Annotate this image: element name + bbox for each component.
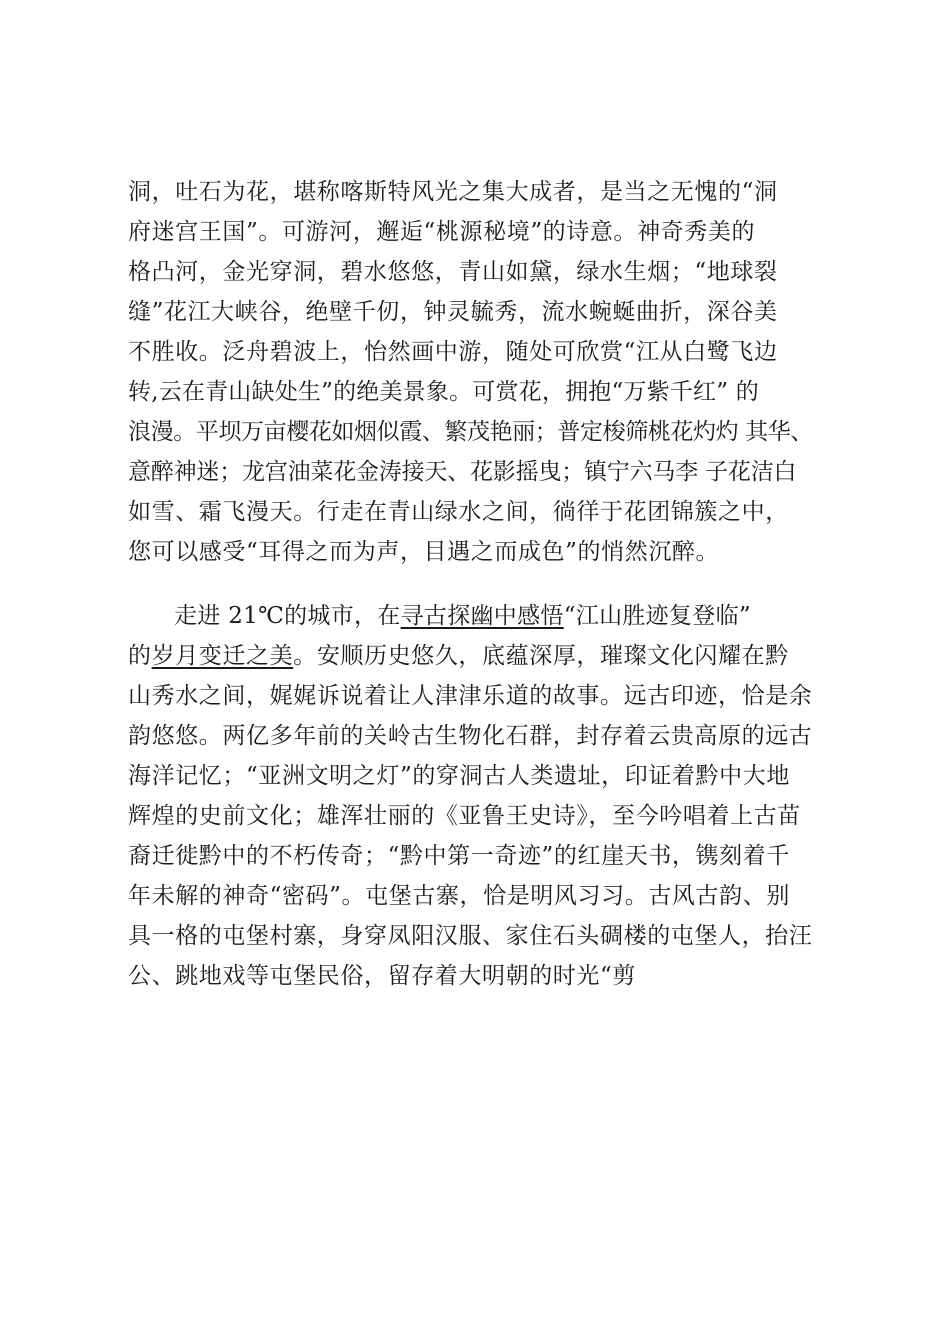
paragraph-line: 如雪、霜飞漫天。行走在青山绿水之间，徜徉于花团锦簇之中， <box>128 499 789 525</box>
paragraph-line: 具一格的屯堡村寨，身穿凤阳汉服、家住石头碉楼的屯堡人，抬汪 <box>128 923 813 949</box>
paragraph-line: 府迷宫王国”。可游河，邂逅“桃源秘境”的诗意。神奇秀美的 <box>128 219 756 245</box>
paragraph-first-line <box>128 596 848 636</box>
paragraph-line: 转,云在青山缺处生”的绝美景象。可赏花，拥抱“万紫千红” 的 <box>128 379 759 405</box>
text-run: 。安顺历史悠久，底蕴深厚，璀璨文化闪耀在黔 <box>293 643 789 669</box>
paragraph-flowers-rivers <box>128 172 848 572</box>
paragraph-line: 浪漫。平坝万亩樱花如烟似霞、繁茂艳丽；普定梭筛桃花灼灼 其华、 <box>128 419 813 445</box>
text-run: 的 <box>128 643 152 669</box>
text-run: 走进 21℃的城市，在 <box>174 603 401 629</box>
paragraph-line: 洞，吐石为花，堪称喀斯特风光之集大成者，是当之无愧的“洞 <box>128 179 778 205</box>
paragraph-line: 公、跳地戏等屯堡民俗，留存着大明朝的时光“剪 <box>128 963 636 989</box>
paragraph-line: 韵悠悠。两亿多年前的关岭古生物化石群，封存着云贵高原的远古 <box>128 723 813 749</box>
paragraph-line <box>128 636 848 676</box>
paragraph-line: 裔迁徙黔中的不朽传奇；“黔中第一奇迹”的红崖天书，镌刻着千 <box>128 843 790 869</box>
paragraph-line: 意醉神迷；龙宫油菜花金涛接天、花影摇曳；镇宁六马李 子花洁白 <box>128 459 797 485</box>
paragraph-line: 不胜收。泛舟碧波上，怡然画中游，随处可欣赏“江从白鹭飞边 <box>128 339 778 365</box>
paragraph-line: 缝”花江大峡谷，绝壁千仞，钟灵毓秀，流水蜿蜒曲折，深谷美 <box>128 299 778 325</box>
paragraph-line: 您可以感受“耳得之而为声，目遇之而成色”的悄然沉醉。 <box>128 539 720 565</box>
underlined-phrase: 岁月变迁之美 <box>151 643 294 669</box>
paragraph-line: 年未解的神奇“密码”。屯堡古寨，恰是明风习习。古风古韵、别 <box>128 883 790 909</box>
text-run: “江山胜迹复登临” <box>563 603 751 629</box>
paragraph-line: 山秀水之间，娓娓诉说着让人津津乐道的故事。远古印迹，恰是余 <box>128 683 813 709</box>
paragraph-line: 辉煌的史前文化；雄浑壮丽的《亚鲁王史诗》，至今吟唱着上古苗 <box>128 803 801 829</box>
paragraph-line: 格凸河，金光穿洞，碧水悠悠，青山如黛，绿水生烟；“地球裂 <box>128 259 778 285</box>
underlined-phrase: 寻古探幽中感悟 <box>400 603 564 629</box>
paragraph-line: 海洋记忆；“亚洲文明之灯”的穿洞古人类遗址，印证着黔中大地 <box>128 763 790 789</box>
paragraph-history-culture <box>128 596 848 996</box>
